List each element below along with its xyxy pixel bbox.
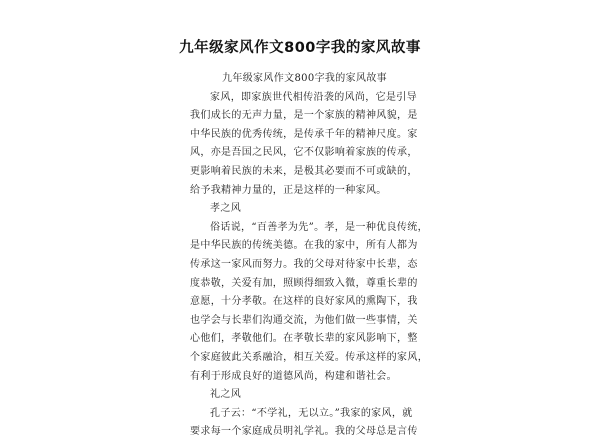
document-title: 九年级家风作文800字我的家风故事 [179, 40, 421, 56]
section-heading-courtesy: 礼之风 [210, 389, 242, 401]
document-body [190, 70, 429, 438]
body-line: 心他们，孝敬他们。在孝敬长辈的家风影响下，整 [190, 333, 418, 345]
body-line: 我们成长的无声力量，是一个家族的精神风貌，是 [190, 110, 418, 122]
document-subtitle: 九年级家风作文800字我的家风故事 [222, 73, 388, 84]
body-line: 是中华民族的传统美德。在我的家中，所有人都为 [190, 240, 418, 252]
body-line: 意愿，十分孝敬。在这样的良好家风的熏陶下，我 [190, 296, 418, 308]
body-line: 家风，即家族世代相传沿袭的风尚，它是引导 [210, 91, 417, 103]
body-line: 更影响着民族的未来，是极其必要而不可或缺的， [190, 165, 418, 177]
body-line: 中华民族的优秀传统，是传承千年的精神尺度。家 [190, 128, 418, 140]
body-line: 要求每一个家庭成员明礼学礼。我的父母总是言传 [190, 426, 418, 438]
body-line: 个家庭彼此关系融洽，相互关爱。传承这样的家风， [190, 351, 429, 363]
body-line: 俗话说，“百善孝为先”。孝，是一种优良传统， [210, 221, 428, 233]
body-line: 给予我精神力量的，正是这样的一种家风。 [190, 184, 387, 196]
body-line: 风，亦是吾国之民风，它不仅影响着家族的传承， [190, 147, 418, 159]
body-line: 也学会与长辈们沟通交流，为他们做一些事情，关 [190, 314, 418, 326]
body-line: 有利于形成良好的道德风尚，构建和谐社会。 [190, 370, 397, 382]
body-line: 传承这一家风而努力。我的父母对待家中长辈，态 [190, 258, 418, 270]
section-heading-filial: 孝之风 [210, 203, 242, 215]
body-line: 度恭敬，关爱有加，照顾得细致入微，尊重长辈的 [190, 277, 418, 289]
body-line: 孔子云：“不学礼，无以立。”我家的家风，就 [210, 407, 413, 419]
